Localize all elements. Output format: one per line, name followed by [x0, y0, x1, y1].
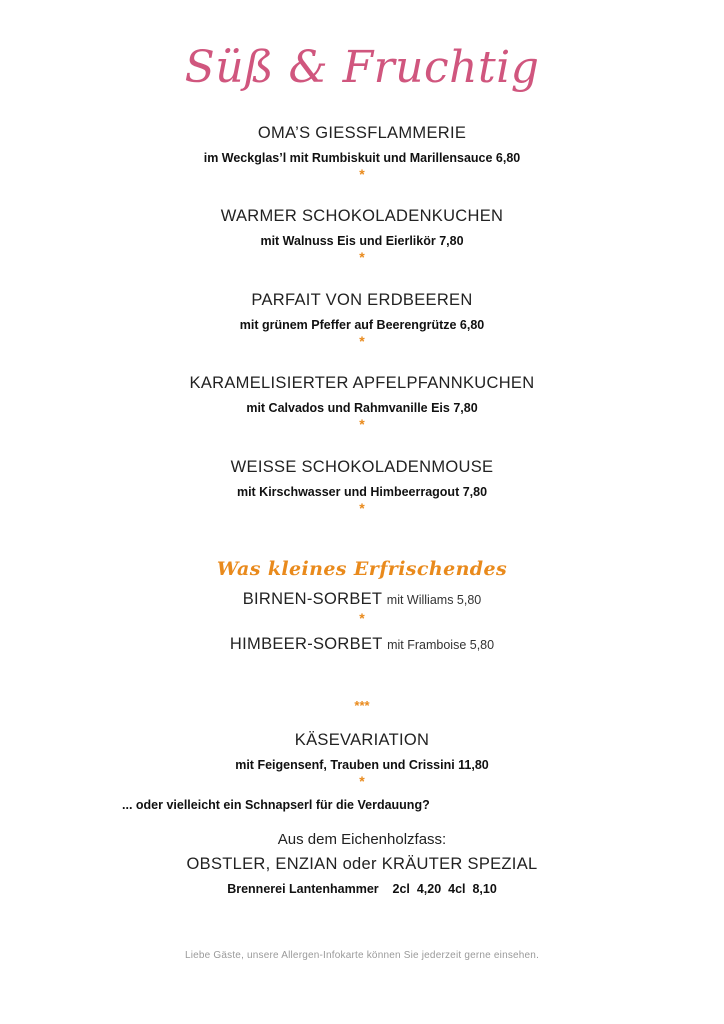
dessert-item	[0, 207, 724, 264]
cheese-name: KÄSEVARIATION	[294, 731, 430, 749]
dessert-description: im Weckglas’l mit Rumbiskuit und Marillensauce 6,80	[203, 151, 521, 165]
section-title-refreshments: Was kleines Erfrischendes	[216, 558, 508, 580]
dessert-name: WEISSE SCHOKOLADENMOUSE	[230, 458, 494, 476]
separator-star: *	[359, 249, 365, 265]
dessert-item	[0, 124, 724, 181]
sorbet-description: mit Williams 5,80	[386, 593, 482, 607]
separator-star: *	[359, 773, 365, 789]
fass-detail: Brennerei Lantenhammer 2cl 4,20 4cl 8,10	[227, 882, 497, 896]
separator-star: *	[359, 333, 365, 349]
fass-label: Aus dem Eichenholzfass:	[277, 831, 447, 848]
dessert-name: PARFAIT VON ERDBEEREN	[251, 291, 473, 309]
dessert-item	[0, 291, 724, 348]
schnaps-note: ... oder vielleicht ein Schnapserl für die Verdauung?	[122, 798, 430, 812]
sorbet-item	[0, 635, 724, 654]
sorbet-name: BIRNEN-SORBET	[242, 590, 383, 608]
dessert-description: mit Calvados und Rahmvanille Eis 7,80	[246, 401, 478, 415]
cheese-item	[0, 731, 724, 788]
dessert-name: OMA’S GIESSFLAMMERIE	[257, 124, 467, 142]
triple-separator: ***	[354, 698, 370, 713]
separator-star: *	[359, 416, 365, 432]
dessert-description: mit Kirschwasser und Himbeerragout 7,80	[236, 485, 488, 499]
dessert-name: KARAMELISIERTER APFELPFANNKUCHEN	[189, 374, 535, 392]
cheese-description: mit Feigensenf, Trauben und Crissini 11,80	[235, 758, 489, 772]
sorbet-description: mit Framboise 5,80	[387, 638, 495, 652]
dessert-item	[0, 374, 724, 431]
allergen-footer: Liebe Gäste, unsere Allergen-Infokarte können Sie jederzeit gerne einsehen.	[184, 950, 540, 961]
page-title: Süß & Fruchtig	[184, 42, 540, 93]
sorbet-item	[0, 590, 724, 625]
fass-kinds: OBSTLER, ENZIAN oder KRÄUTER SPEZIAL	[186, 855, 538, 873]
separator-star: *	[359, 500, 365, 516]
sorbet-name: HIMBEER-SORBET	[229, 635, 383, 653]
separator-star: *	[359, 610, 365, 626]
dessert-name: WARMER SCHOKOLADENKUCHEN	[220, 207, 504, 225]
dessert-item	[0, 458, 724, 515]
separator-star: *	[359, 166, 365, 182]
dessert-description: mit Walnuss Eis und Eierlikör 7,80	[260, 234, 464, 248]
dessert-description: mit grünem Pfeffer auf Beerengrütze 6,80	[239, 318, 485, 332]
